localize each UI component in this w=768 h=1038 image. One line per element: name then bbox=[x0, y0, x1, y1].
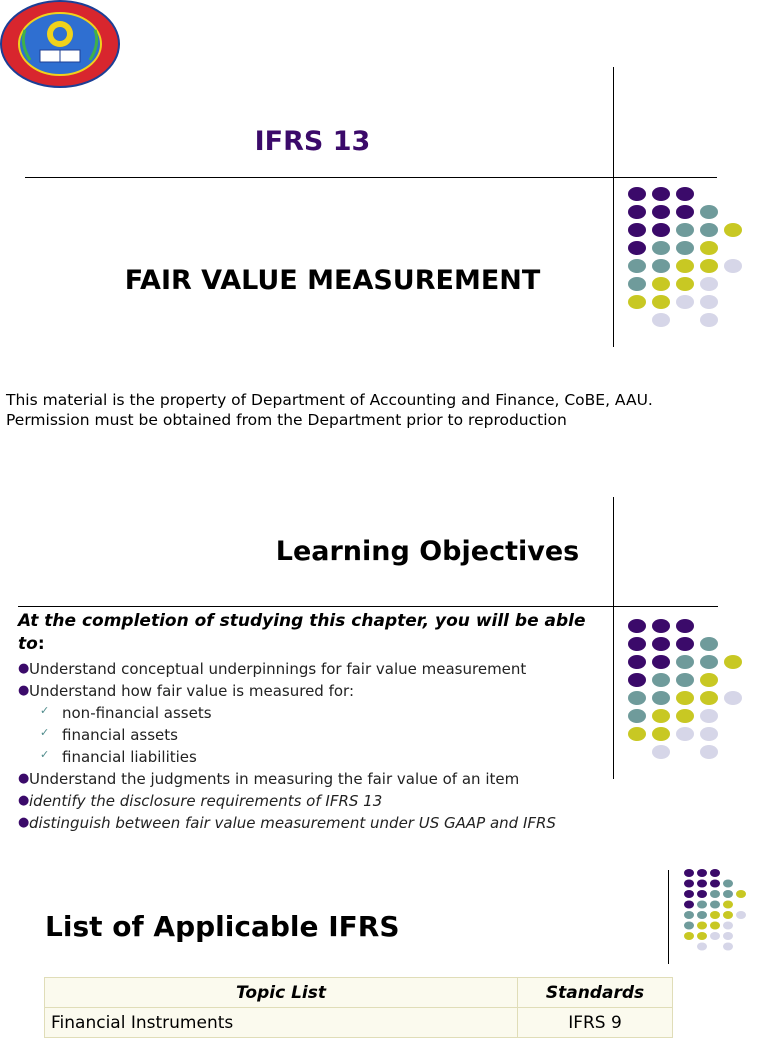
notice-line: Permission must be obtained from the Department prior to reproduction bbox=[6, 411, 567, 429]
decorative-dot bbox=[697, 943, 707, 951]
decorative-dot bbox=[710, 890, 720, 898]
decorative-dot bbox=[652, 655, 670, 669]
decorative-dot bbox=[652, 241, 670, 255]
decorative-dot bbox=[697, 911, 707, 919]
list-item bbox=[18, 768, 618, 790]
column-header: Standards bbox=[518, 978, 673, 1008]
decorative-dot bbox=[676, 727, 694, 741]
slide1-horizontal-rule bbox=[25, 177, 717, 178]
ifrs-table bbox=[44, 977, 673, 1038]
slide3-vertical-rule bbox=[668, 870, 669, 964]
decorative-dot bbox=[676, 655, 694, 669]
sub-list-item bbox=[18, 724, 618, 746]
decorative-dot bbox=[628, 637, 646, 651]
bullet-icon: ● bbox=[18, 815, 30, 830]
decorative-dot bbox=[700, 655, 718, 669]
list-item-text: identify the disclosure requirements of IFRS 13 bbox=[29, 792, 383, 810]
table-row bbox=[45, 1008, 673, 1038]
decorative-dot bbox=[723, 880, 733, 888]
list-item bbox=[18, 790, 618, 812]
decorative-dot bbox=[723, 932, 733, 940]
decorative-dot bbox=[676, 709, 694, 723]
decorative-dot bbox=[684, 880, 694, 888]
decorative-dot bbox=[684, 922, 694, 930]
decorative-dot bbox=[652, 637, 670, 651]
decorative-dot bbox=[628, 223, 646, 237]
decorative-dot bbox=[676, 673, 694, 687]
decorative-dot bbox=[628, 673, 646, 687]
decorative-dot bbox=[652, 259, 670, 273]
intro-colon: : bbox=[37, 634, 45, 654]
decorative-dot bbox=[628, 727, 646, 741]
table-header-row bbox=[45, 978, 673, 1008]
slide1-subtitle: FAIR VALUE MEASUREMENT bbox=[124, 265, 541, 296]
decorative-dot bbox=[697, 922, 707, 930]
decorative-dot bbox=[700, 709, 718, 723]
objectives-list bbox=[18, 658, 618, 834]
decorative-dot bbox=[676, 277, 694, 291]
decorative-dot bbox=[723, 890, 733, 898]
decorative-dot bbox=[700, 637, 718, 651]
decorative-dot bbox=[700, 673, 718, 687]
decorative-dot bbox=[652, 709, 670, 723]
decorative-dot bbox=[710, 922, 720, 930]
bullet-icon: ● bbox=[18, 683, 30, 698]
decorative-dot bbox=[652, 205, 670, 219]
decorative-dot bbox=[684, 901, 694, 909]
decorative-dot bbox=[697, 932, 707, 940]
bullet-icon: ● bbox=[18, 661, 30, 676]
decorative-dot bbox=[652, 295, 670, 309]
decorative-dot bbox=[710, 901, 720, 909]
decorative-dot bbox=[628, 709, 646, 723]
decorative-dot bbox=[676, 223, 694, 237]
decorative-dot bbox=[676, 241, 694, 255]
column-header: Topic List bbox=[45, 978, 518, 1008]
decorative-dot bbox=[628, 655, 646, 669]
decorative-dot bbox=[628, 205, 646, 219]
decorative-dot bbox=[652, 619, 670, 633]
decorative-dot bbox=[684, 869, 694, 877]
decorative-dot bbox=[700, 295, 718, 309]
decorative-dot-grid bbox=[620, 180, 750, 330]
decorative-dot bbox=[684, 890, 694, 898]
decorative-dot bbox=[652, 187, 670, 201]
decorative-dot bbox=[700, 727, 718, 741]
decorative-dot bbox=[736, 890, 746, 898]
list-item-text: Understand the judgments in measuring the fair value of an item bbox=[29, 770, 520, 788]
decorative-dot-grid bbox=[680, 865, 760, 955]
decorative-dot bbox=[652, 673, 670, 687]
notice-line: This material is the property of Department of Accounting and Finance, CoBE, AAU. bbox=[6, 391, 653, 409]
decorative-dot bbox=[628, 187, 646, 201]
decorative-dot bbox=[652, 223, 670, 237]
decorative-dot bbox=[628, 295, 646, 309]
decorative-dot-grid bbox=[620, 612, 750, 762]
decorative-dot bbox=[676, 619, 694, 633]
checkmark-icon: ✓ bbox=[40, 726, 50, 739]
slide2-horizontal-rule bbox=[18, 606, 718, 607]
sub-item-text: financial liabilities bbox=[62, 748, 197, 766]
bullet-icon: ● bbox=[18, 793, 30, 808]
list-item bbox=[18, 812, 618, 834]
decorative-dot bbox=[628, 691, 646, 705]
decorative-dot bbox=[724, 223, 742, 237]
decorative-dot bbox=[652, 691, 670, 705]
decorative-dot bbox=[700, 691, 718, 705]
slide1-vertical-rule bbox=[613, 67, 614, 347]
decorative-dot bbox=[700, 205, 718, 219]
slide3-title: List of Applicable IFRS bbox=[45, 910, 400, 943]
decorative-dot bbox=[676, 295, 694, 309]
decorative-dot bbox=[628, 259, 646, 273]
decorative-dot bbox=[676, 187, 694, 201]
decorative-dot bbox=[652, 727, 670, 741]
decorative-dot bbox=[697, 880, 707, 888]
list-item-text: distinguish between fair value measurement under US GAAP and IFRS bbox=[29, 814, 556, 832]
decorative-dot bbox=[700, 313, 718, 327]
decorative-dot bbox=[628, 241, 646, 255]
decorative-dot bbox=[684, 911, 694, 919]
slide2-title: Learning Objectives bbox=[275, 536, 580, 567]
decorative-dot bbox=[736, 911, 746, 919]
decorative-dot bbox=[700, 241, 718, 255]
decorative-dot bbox=[723, 922, 733, 930]
decorative-dot bbox=[652, 277, 670, 291]
sub-list-item bbox=[18, 702, 618, 724]
table-cell: Financial Instruments bbox=[45, 1008, 518, 1038]
checkmark-icon: ✓ bbox=[40, 704, 50, 717]
decorative-dot bbox=[676, 637, 694, 651]
decorative-dot bbox=[710, 869, 720, 877]
decorative-dot bbox=[697, 890, 707, 898]
decorative-dot bbox=[700, 223, 718, 237]
checkmark-icon: ✓ bbox=[40, 748, 50, 761]
decorative-dot bbox=[723, 901, 733, 909]
decorative-dot bbox=[700, 277, 718, 291]
list-item-text: Understand conceptual underpinnings for fair value measurement bbox=[29, 660, 527, 678]
decorative-dot bbox=[676, 205, 694, 219]
list-item-text: Understand how fair value is measured for: bbox=[29, 682, 354, 700]
sub-list-item bbox=[18, 746, 618, 768]
decorative-dot bbox=[700, 745, 718, 759]
decorative-dot bbox=[710, 911, 720, 919]
decorative-dot bbox=[652, 745, 670, 759]
decorative-dot bbox=[676, 691, 694, 705]
decorative-dot bbox=[697, 901, 707, 909]
decorative-dot bbox=[700, 259, 718, 273]
decorative-dot bbox=[710, 932, 720, 940]
decorative-dot bbox=[628, 277, 646, 291]
slide1-title: IFRS 13 bbox=[254, 126, 371, 157]
decorative-dot bbox=[676, 259, 694, 273]
decorative-dot bbox=[652, 313, 670, 327]
decorative-dot bbox=[723, 943, 733, 951]
decorative-dot bbox=[710, 880, 720, 888]
table-cell: IFRS 9 bbox=[518, 1008, 673, 1038]
decorative-dot bbox=[724, 691, 742, 705]
copyright-notice bbox=[6, 390, 766, 430]
decorative-dot bbox=[724, 259, 742, 273]
university-logo bbox=[0, 0, 120, 88]
decorative-dot bbox=[724, 655, 742, 669]
list-item bbox=[18, 658, 618, 680]
sub-item-text: non-financial assets bbox=[62, 704, 212, 722]
intro-text: At the completion of studying this chapter, you will be able to bbox=[18, 611, 586, 654]
decorative-dot bbox=[684, 932, 694, 940]
decorative-dot bbox=[723, 911, 733, 919]
bullet-icon: ● bbox=[18, 771, 30, 786]
decorative-dot bbox=[628, 619, 646, 633]
sub-item-text: financial assets bbox=[62, 726, 178, 744]
list-item bbox=[18, 680, 618, 702]
objectives-intro bbox=[18, 610, 618, 656]
decorative-dot bbox=[697, 869, 707, 877]
